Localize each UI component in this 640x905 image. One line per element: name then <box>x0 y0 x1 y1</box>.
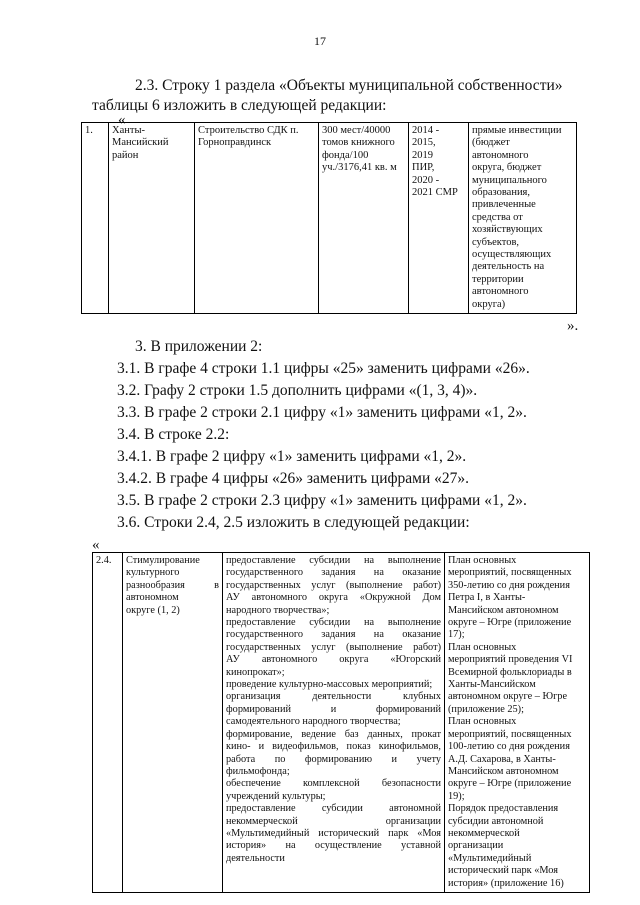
activity-line: предоставление субсидии автономной <box>226 803 441 815</box>
row-number: 1. <box>85 125 93 136</box>
program-measures-table <box>92 552 590 893</box>
activity-line: государственных услуг (выполнение работ) <box>226 641 441 653</box>
plan-line: организации <box>448 840 504 852</box>
amendment-3: 3. В приложении 2: <box>135 338 263 355</box>
open-quote-table1: « <box>118 112 126 128</box>
activity-line: проведение культурно-массовых мероприятий; <box>226 679 433 691</box>
financing-line: осуществляющих <box>472 249 552 261</box>
capacity-cell <box>319 123 409 314</box>
amendment-3-2: 3.2. Графу 2 строки 1.5 дополнить цифрами «(1, 3, 4)». <box>117 382 478 399</box>
measure-name-line: округе (1, 2) <box>126 604 180 616</box>
financing-line: автономного <box>472 286 529 298</box>
plan-line: Петра I, в Ханты- <box>448 592 526 604</box>
plan-line: План основных <box>448 555 517 566</box>
plan-line: Всемирной фольклориады в <box>448 666 572 678</box>
activity-line: учреждений культуры; <box>226 790 326 802</box>
plan-line: Порядок предоставления <box>448 803 559 815</box>
row-number-cell <box>93 553 123 893</box>
activity-line: государственных услуг (выполнение работ) <box>226 579 441 591</box>
years-line: 2019 <box>412 149 433 161</box>
plan-line: Ханты-Мансийском <box>448 679 536 691</box>
activity-line: государственного задания на оказание <box>226 629 441 641</box>
plan-line: исторический парк «Моя <box>448 865 558 877</box>
financing-line: (бюджет <box>472 137 510 149</box>
activity-line: народного творчества»; <box>226 604 330 616</box>
plan-line: 19); <box>448 790 465 802</box>
measure-name-line: автономном <box>126 592 179 604</box>
plan-line: План основных <box>448 641 517 653</box>
plan-line: история» (приложение 16) <box>448 877 564 889</box>
measure-name-cell <box>123 553 223 893</box>
years-line: 2020 - <box>412 174 440 186</box>
activity-line: некоммерческой организации <box>226 815 441 827</box>
amendment-3-4: 3.4. В строке 2.2: <box>117 426 230 443</box>
measure-name-line: культурного <box>126 567 180 579</box>
activity-line: обеспечение комплексной безопасности <box>226 778 441 790</box>
territory-line: Мансийский <box>112 137 169 149</box>
plan-line: округе – Югре (приложение <box>448 778 572 790</box>
object-line: Горноправдинск <box>198 137 272 149</box>
plan-line: Мансийском автономном <box>448 604 559 616</box>
capacity-line: уч./3176,41 кв. м <box>322 162 397 174</box>
plan-line: 17); <box>448 629 465 641</box>
plan-line: мероприятий, посвященных <box>448 567 572 579</box>
object-line: Строительство СДК п. <box>198 125 299 136</box>
financing-line: привлеченные <box>472 199 536 211</box>
activity-line: «Мультимедийный исторический парк «Моя <box>226 827 441 839</box>
activity-line: история» на осуществление уставной <box>226 840 441 852</box>
financing-line: субъектов, <box>472 236 520 248</box>
plan-line: План основных <box>448 716 517 728</box>
capacity-line: фонда/100 <box>322 149 369 161</box>
activity-line: организация деятельности клубных <box>226 691 441 703</box>
plan-line: А.Д. Сахарова, в Ханты- <box>448 753 556 765</box>
table-row <box>82 123 577 314</box>
territory-cell <box>109 123 195 314</box>
years-cell <box>409 123 469 314</box>
activity-line: предоставление субсидии на выполнение <box>226 617 441 629</box>
financing-cell <box>469 123 577 314</box>
plan-line: некоммерческой <box>448 827 520 839</box>
municipal-objects-table <box>81 122 577 314</box>
open-quote-table2: « <box>92 537 100 553</box>
plans-cell <box>445 553 590 893</box>
plan-line: (приложение 25); <box>448 703 524 715</box>
close-quote-table1: ». <box>567 318 579 334</box>
financing-line: округа, бюджет <box>472 162 542 174</box>
row-number-cell <box>82 123 109 314</box>
plan-line: округе – Югре (приложение <box>448 617 572 629</box>
amendment-3-1: 3.1. В графе 4 строки 1.1 цифры «25» заменить цифрами «26». <box>117 360 530 377</box>
plan-line: 100-летию со дня рождения <box>448 741 570 753</box>
financing-line: средства от <box>472 211 523 223</box>
activity-line: кино- и видеофильмов, показ кинофильмов, <box>226 741 441 753</box>
financing-line: округа) <box>472 298 506 310</box>
activity-line: формирование, ведение баз данных, прокат <box>226 728 441 740</box>
plan-line: Мансийском автономном <box>448 765 559 777</box>
plan-line: субсидии автономной <box>448 815 544 827</box>
plan-line: «Мультимедийный <box>448 852 532 864</box>
activity-line: фильмофонда; <box>226 765 290 777</box>
territory-line: район <box>112 149 139 161</box>
activity-line: государственного задания на оказание <box>226 567 441 579</box>
measure-name-line: Стимулирование <box>126 555 200 566</box>
amendment-3-4-2: 3.4.2. В графе 4 цифры «26» заменить цифрами «27». <box>117 470 470 487</box>
amendment-3-4-1: 3.4.1. В графе 2 цифру «1» заменить цифрами «1, 2». <box>117 448 467 465</box>
table-row <box>93 553 590 893</box>
section-2-3-line1: 2.3. Строку 1 раздела «Объекты муниципальной собственности» <box>135 77 563 94</box>
years-line: 2014 - <box>412 125 440 136</box>
activity-line: АУ автономного округа «Югорский <box>226 654 441 666</box>
plan-line: мероприятий, посвященных <box>448 728 572 740</box>
years-line: 2021 СМР <box>412 187 458 199</box>
amendment-3-6: 3.6. Строки 2.4, 2.5 изложить в следующей редакции: <box>117 514 470 531</box>
activity-line: формирований и формирований <box>226 703 441 715</box>
plan-line: 350-летию со дня рождения <box>448 579 570 591</box>
row-number: 2.4. <box>96 555 112 566</box>
activity-line: предоставление субсидии на выполнение <box>226 555 441 566</box>
financing-line: муниципального <box>472 174 547 186</box>
activity-line: кинопрокат»; <box>226 666 285 678</box>
financing-line: деятельность на <box>472 261 545 273</box>
object-cell <box>195 123 319 314</box>
capacity-line: томов книжного <box>322 137 395 149</box>
section-2-3-line2: таблицы 6 изложить в следующей редакции: <box>92 97 387 114</box>
financing-line: хозяйствующих <box>472 224 543 236</box>
years-line: ПИР, <box>412 162 435 174</box>
amendment-3-5: 3.5. В графе 2 строки 2.3 цифру «1» заменить цифрами «1, 2». <box>117 492 527 509</box>
financing-line: территории <box>472 273 524 285</box>
activity-line: деятельности <box>226 852 285 864</box>
territory-line: Ханты- <box>112 125 146 136</box>
financing-line: автономного <box>472 149 529 161</box>
plan-line: автономном округе – Югре <box>448 691 568 703</box>
activities-cell <box>223 553 445 893</box>
measure-name-line: разнообразия в <box>126 579 219 591</box>
page-number: 17 <box>314 34 326 48</box>
financing-line: прямые инвестиции <box>472 125 562 136</box>
activity-line: работа по формированию и учету <box>226 753 441 765</box>
capacity-line: 300 мест/40000 <box>322 125 391 136</box>
financing-line: образования, <box>472 187 531 199</box>
activity-line: АУ автономного округа «Окружной Дом <box>226 592 441 604</box>
years-line: 2015, <box>412 137 436 149</box>
activity-line: самодеятельного народного творчества; <box>226 716 401 728</box>
amendment-3-3: 3.3. В графе 2 строки 2.1 цифру «1» заменить цифрами «1, 2». <box>117 404 527 421</box>
plan-line: мероприятий проведения VI <box>448 654 573 666</box>
